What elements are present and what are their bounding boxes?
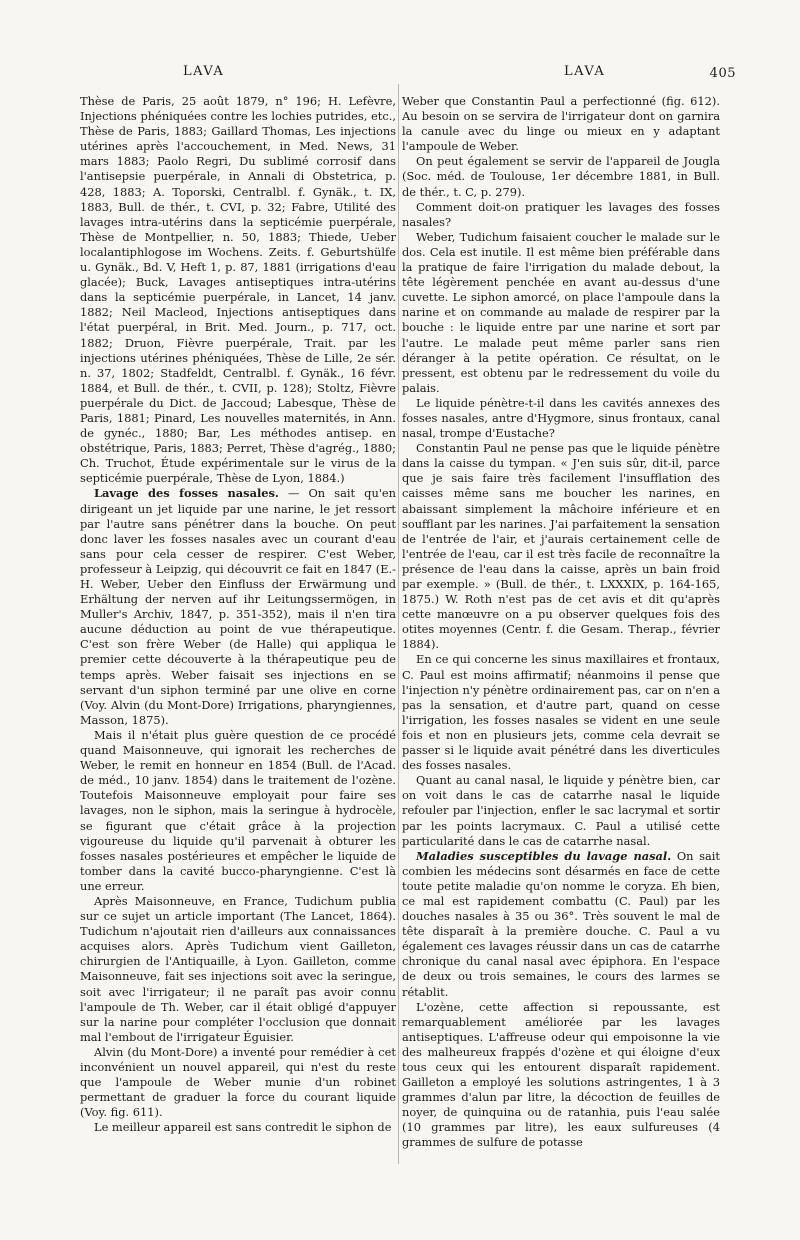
paragraph-text: On sait combien les médecins sont désarmés en face de cette toute petite maladie qu'on nomme le coryza. Eh bien, ce mal est rapidement combattu (C. Paul) par les douches nasales à 35 ou 36°. Très souvent le mal de tête disparaît à la première douche. C. Paul a vu également ces lavages réussir dans un cas de catarrhe chronique du canal nasal avec épiphora. En l'espace de deux ou trois semaines, le cours des larmes se rétablit. <box>402 848 720 999</box>
paragraph: En ce qui concerne les sinus maxillaires et frontaux, C. Paul est moins affirmatif; néanmoins il pense que l'injection n'y pénètre ordinairement pas, car on n'en a pas la sensation, et d'autre part, quand on cesse l'irrigation, les fosses nasales se vident en une seule fois et non en plusieurs jets, comme cela devrait se passer si le liquide avait pénétré dans les diverticules des fosses nasales. <box>402 652 720 773</box>
bibliography-paragraph: Thèse de Paris, 25 août 1879, n° 196; H. Lefèvre, Injections phéniquées contre les lochies putrides, etc., Thèse de Paris, 1883; Gaillard Thomas, Les injections utérines après l'accouchement, in Med. News, 31 mars 1883; Paolo Regri, Du sublimé corrosif dans l'antisepsie puerpérale, in Annali di Obstetrica, p. 428, 1883; A. Toporski, Centralbl. f. Gynäk., t. IX, 1883, Bull. de thér., t. CVI, p. 32; Fabre, Utilité des lavages intra-utérins dans la septicémie puerpérale, Thèse de Montpellier, n. 50, 1883; Thiede, Ueber localantiphlogose im Wochens. Zeits. f. Geburtshülfe u. Gynäk., Bd. V, Heft 1, p. 87, 1881 (irrigations d'eau glacée); Buck, Lavages antiseptiques intra-utérins dans la septicémie puerpérale, in Lancet, 14 janv. 1882; Neil Macleod, Injections antiseptiques dans l'état puerpéral, in Brit. Med. Journ., p. 717, oct. 1882; Druon, Fièvre puerpérale, Trait. par les injections utérines phéniquées, Thèse de Lille, 2e sér. n. 37, 1802; Stadfeldt, Centralbl. f. Gynäk., 16 févr. 1884, et Bull. de thér., t. CVII, p. 128); Stoltz, Fièvre puerpérale du Dict. de Jaccoud; Labesque, Thèse de Paris, 1881; Pinard, Les nouvelles maternités, in Ann. de gynéc., 1880; Bar, Les méthodes antisep. en obstétrique, Paris, 1883; Perret, Thèse d'agrég., 1880; Ch. Truchot, Étude expérimentale sur le virus de la septicémie puerpérale, Thèse de Lyon, 1884.) <box>80 94 396 486</box>
running-header-right: LAVA <box>564 64 606 79</box>
subsection-paragraph <box>402 849 720 1000</box>
section-paragraph <box>80 486 396 728</box>
subsection-heading: Maladies susceptibles du lavage nasal. <box>416 848 672 863</box>
paragraph: Mais il n'était plus guère question de ce procédé quand Maisonneuve, qui ignorait les recherches de Weber, le remit en honneur en 1854 (Bull. de l'Acad. de méd., 10 janv. 1854) dans le traitement de l'ozène. Toutefois Maisonneuve employait pour faire ses lavages, non le siphon, mais la seringue à hydrocèle, se figurant que c'était grâce à la projection vigoureuse du liquide qu'il parvenait à obturer les fosses nasales postérieures et empêcher le liquide de tomber dans la cavité bucco-pharyngienne. C'est là une erreur. <box>80 727 396 893</box>
column-divider <box>398 84 399 1164</box>
right-column <box>402 94 720 1151</box>
left-column <box>80 94 396 1135</box>
paragraph: Alvin (du Mont-Dore) a inventé pour remédier à cet inconvénient un nouvel appareil, qui n'est du reste que l'ampoule de Weber munie d'un robinet permettant de graduer la force du courant liquide (Voy. fig. 611). <box>80 1044 396 1120</box>
paragraph: Weber, Tudichum faisaient coucher le malade sur le dos. Cela est inutile. Il est même bien préférable dans la pratique de faire l'irrigation du malade debout, la tête légèrement penchée en avant au-dessus d'une cuvette. Le siphon amorcé, on place l'ampoule dans la narine et on commande au malade de respirer par la bouche : le liquide entre par une narine et sort par l'autre. Le malade peut même parler sans rien déranger à la petite opération. Ce résultat, on le pressent, est obtenu par le redressement du voile du palais. <box>402 229 720 395</box>
paragraph: Comment doit-on pratiquer les lavages des fosses nasales? <box>402 199 720 229</box>
paragraph: Quant au canal nasal, le liquide y pénètre bien, car on voit dans le cas de catarrhe nasal le liquide refouler par l'injection, enfler le sac lacrymal et sortir par les points lacrymaux. C. Paul a utilisé cette particularité dans le cas de catarrhe nasal. <box>402 773 720 848</box>
paragraph: Le meilleur appareil est sans contredit le siphon de <box>94 1120 392 1135</box>
paragraph: Weber que Constantin Paul a perfectionné (fig. 612). Au besoin on se servira de l'irrigateur dont on garnira la canule avec du linge ou mieux en y adaptant l'ampoule de Weber. <box>402 94 720 154</box>
running-header-left: LAVA <box>183 64 225 79</box>
paragraph: Constantin Paul ne pense pas que le liquide pénètre dans la caisse du tympan. « J'en suis sûr, dit-il, parce que je sais faire très facilement l'insufflation des caisses même sans me boucher les narines, en abaissant simplement la mâchoire inférieure et en soufflant par les narines. J'ai parfaitement la sensation de l'entrée de l'air, et j'aurais certainement celle de l'entrée de l'eau, car il est très facile de reconnaître la présence de l'eau dans la caisse, après un bain froid par exemple. » (Bull. de thér., t. LXXXIX, p. 164-165, 1875.) W. Roth n'est pas de cet avis et dit qu'après cette manœuvre on a pu observer quelques fois des otites moyennes (Centr. f. die Gesam. Therap., février 1884). <box>402 441 720 652</box>
paragraph: L'ozène, cette affection si repoussante, est remarquablement améliorée par les lavages antiseptiques. L'affreuse odeur qui empoisonne la vie des malheureux frappés d'ozène et qui éloigne d'eux tous ceux qui les entourent disparaît rapidement. Gailleton a employé les solutions astringentes, 1 à 3 grammes d'alun par litre, la décoction de feuilles de noyer, de quinquina ou de ratanhia, puis l'eau salée (10 grammes par litre), les eaux sulfureuses (4 grammes de sulfure de potasse <box>402 999 720 1150</box>
paragraph: On peut également se servir de l'appareil de Jougla (Soc. méd. de Toulouse, 1er décembre 1881, in Bull. de thér., t. C, p. 279). <box>402 154 720 199</box>
paragraph: Après Maisonneuve, en France, Tudichum publia sur ce sujet un article important (The Lancet, 1864). Tudichum n'ajoutait rien d'ailleurs aux connaissances acquises alors. Après Tudichum vient Gailleton, chirurgien de l'Antiquaille, à Lyon. Gailleton, comme Maisonneuve, fait ses injections soit avec la seringue, soit avec l'irrigateur; il ne paraît pas avoir connu l'ampoule de Th. Weber, car il était obligé d'appuyer sur la narine pour compléter l'occlusion que donnait mal l'embout de l'irrigateur Éguisier. <box>80 893 396 1044</box>
section-heading: Lavage des fosses nasales. <box>94 486 279 501</box>
paragraph: Le liquide pénètre-t-il dans les cavités annexes des fosses nasales, antre d'Hygmore, sinus frontaux, canal nasal, trompe d'Eustache? <box>402 395 720 441</box>
paragraph-text: — On sait qu'en dirigeant un jet liquide par une narine, le jet ressort par l'autre sans pénétrer dans la bouche. On peut donc laver les fosses nasales avec un courant d'eau sans pour cela cesser de respirer. C'est Weber, professeur à Leipzig, qui découvrit ce fait en 1847 (E.-H. Weber, Ueber den Einfluss der Erwärmung und Erhältung der nerven auf ihr Leitungssermögen, in Muller's Archiv, 1847, p. 351-352), mais il n'en tira aucune déduction au point de vue thérapeutique. C'est son frère Weber (de Halle) qui appliqua le premier cette découverte à la thérapeutique peu de temps après. Weber faisait ses injections en se servant d'un siphon terminé par une olive en corne (Voy. Alvin (du Mont-Dore) Irrigations, pharyngiennes, Masson, 1875). <box>80 486 397 727</box>
page-number: 405 <box>709 66 736 81</box>
